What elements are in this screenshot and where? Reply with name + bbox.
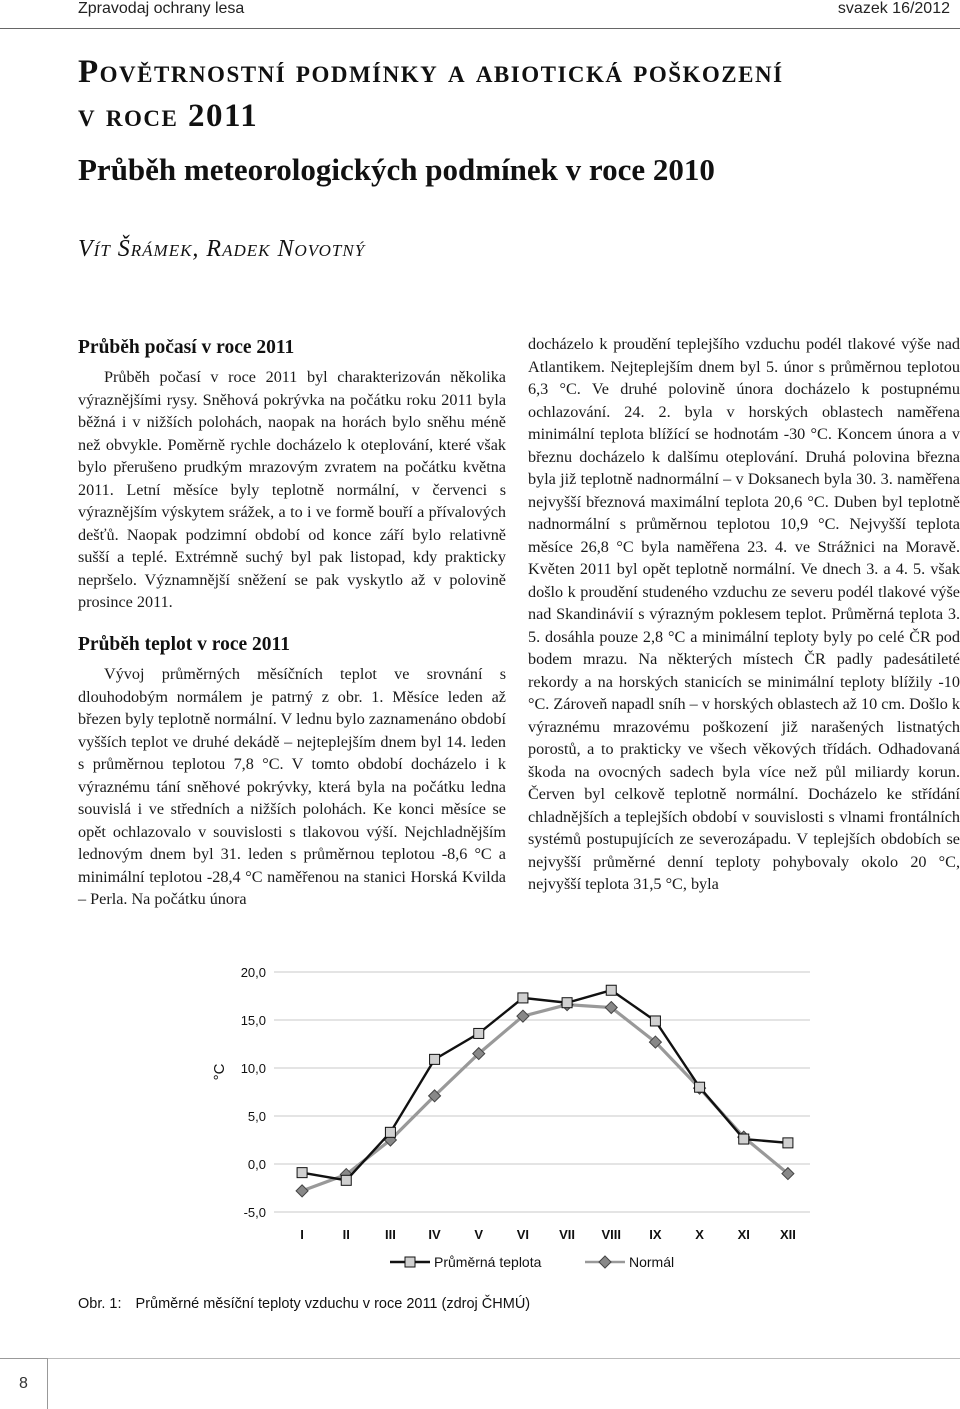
x-tick-label: II xyxy=(342,1227,350,1242)
series-line xyxy=(302,1005,788,1191)
x-tick-label: V xyxy=(474,1227,484,1242)
data-point xyxy=(296,1185,308,1197)
x-tick-label: I xyxy=(300,1227,304,1242)
data-point xyxy=(695,1082,705,1092)
x-tick-label: VI xyxy=(516,1227,530,1242)
x-tick-label: IX xyxy=(649,1227,662,1242)
y-tick-label: -5,0 xyxy=(243,1205,266,1220)
legend-marker xyxy=(599,1256,611,1268)
data-point xyxy=(562,998,572,1008)
legend-marker xyxy=(405,1257,415,1267)
data-point xyxy=(650,1016,660,1026)
data-point xyxy=(474,1028,484,1038)
data-point xyxy=(341,1175,351,1185)
x-tick-label: VIII xyxy=(601,1227,622,1242)
data-point xyxy=(297,1168,307,1178)
right-column xyxy=(528,333,960,896)
paragraph: Průběh počasí v roce 2011 byl charakterizován několika výraznějšími rysy. Sněhová pokrývka na počátku roku 2011 byla běžná i v nižších polohách, naopak na horách bylo sněhu méně než obvykle. Poměrně rychle docházelo k oteplování, které však bylo přerušeno prudkým mrazovým zvratem na počátku května 2011. Letní měsíce byly teplotně normální, v červenci s výraznějším výskytem srážek, a to i ve formě bouří a přívalových dešťů. Naopak podzimní období od konce září bylo relativně sušší a teplé. Extrémně suchý byl pak listopad, kdy prakticky nepršelo. Významnější sněžení se pak vyskytlo až v polovině prosince 2011. xyxy=(78,368,506,611)
y-tick-label: 5,0 xyxy=(247,1109,266,1124)
data-point xyxy=(518,993,528,1003)
caption-label: Obr. 1: xyxy=(78,1296,122,1312)
x-tick-label: XII xyxy=(779,1227,796,1242)
legend-label: Normál xyxy=(629,1254,675,1270)
page-number: 8 xyxy=(0,1358,48,1409)
data-point xyxy=(739,1134,749,1144)
running-header-right: svazek 16/2012 xyxy=(837,0,950,17)
section-body-temperature xyxy=(78,663,506,911)
chart-svg xyxy=(180,955,820,1275)
y-tick-label: 15,0 xyxy=(240,1013,266,1028)
section-heading-weather: Průběh počasí v roce 2011 xyxy=(78,337,295,358)
caption-text: Průměrné měsíční teploty vzduchu v roce 2011 (zdroj ČHMÚ) xyxy=(135,1296,531,1312)
y-tick-label: 20,0 xyxy=(240,965,266,980)
authors: Vít Šrámek, Radek Novotný xyxy=(78,236,366,262)
x-tick-label: XI xyxy=(737,1227,750,1242)
header-rule xyxy=(0,28,960,29)
x-tick-label: VII xyxy=(559,1227,576,1242)
x-tick-label: III xyxy=(384,1227,396,1242)
y-axis-title: °C xyxy=(211,1063,228,1081)
x-tick-label: IV xyxy=(428,1227,441,1242)
paragraph: docházelo k proudění teplejšího vzduchu podél tlakové výše nad Atlantikem. Nejteplejším dnem byl 5. únor s průměrnou teplotou 6,3 °C. Ve druhé polovině února docházelo k postupnému ochlazování. 24. 2. byla v horských oblastech naměřena minimální teplota blížící se hodnotám -30 °C. Koncem února a v březnu docházelo k dalšímu oteplování. Druhá polovina března byla již teplotně nadnormální – v Doksanech byla 30. 3. naměřena nejvyšší březnová maximální teplota 20,6 °C. Duben byl teplotně nadnormální s průměrnou teplotou 10,9 °C. Nejvyšší teplota měsíce 26,8 °C byla naměřena 23. 4. ve Strážnici na Moravě. Květen 2011 byl opět teplotně normální. Ve dnech 3. a 4. 5. však došlo k proudění studeného vzduchu ze severu podél tlakové výše nad Skandinávií s výrazným poklesem teplot. Průměrná teplota 3. 5. dosáhla pouze 2,8 °C a minimální teploty byly po celé ČR pod bodem mrazu. Na některých místech ČR padly padesátileté rekordy a na horských stanicích se minimální teploty blížily -10 °C. Zároveň napadl sníh – v horských oblastech až 10 cm. Došlo k výraznému mrazovému poškození již narašených listnatých porostů, a to prakticky ve všech věkových třídách. Odhadovaná škoda na ovocných sadech byla více než půl miliardy korun. Červen byl celkově teplotně normální. Docházelo ke střídání chladnějších a teplejších období v souvislosti s vlnami frontálních systémů postupujících ze severozápadu. V teplejších obdobích se nejvyšší průměrné denní teploty pohybovaly okolo 20 °C, nejvyšší teplota 31,5 °C, byla xyxy=(528,335,960,893)
section-body-weather xyxy=(78,366,506,614)
data-point xyxy=(783,1138,793,1148)
y-tick-label: 0,0 xyxy=(247,1157,266,1172)
figure-caption xyxy=(78,1296,530,1312)
article-subtitle: Průběh meteorologických podmínek v roce 2010 xyxy=(78,152,715,187)
paragraph: Vývoj průměrných měsíčních teplot ve srovnání s dlouhodobým normálem je patrný z obr. 1. Měsíce leden až březen byly teplotně normální. V lednu bylo zaznamenáno období vyšších teplot ve druhé dekádě – nejteplejším dnem byl 14. leden s průměrnou teplotou 7,8 °C. V tomto období docházelo i k výraznému tání sněhové pokrývky, která byla na počátku ledna souvislá i ve středních a nižších polohách. Ke konci měsíce se opět ochlazovalo v souvislosti s tlakovou výší. Nejchladnějším lednovým dnem byl 31. leden s průměrnou teplotou -8,6 °C a minimální teplotou -28,4 °C naměřenou na stanici Horská Kvilda – Perla. Na počátku února xyxy=(78,665,506,908)
section-heading-temperature: Průběh teplot v roce 2011 xyxy=(78,634,290,655)
data-point xyxy=(606,985,616,995)
running-header-left: Zpravodaj ochrany lesa xyxy=(78,0,245,17)
article-title: Povětrnostní podmínky a abiotická poškození v roce 2011 xyxy=(78,54,784,134)
bottom-rule xyxy=(48,1358,960,1359)
data-point xyxy=(385,1127,395,1137)
temperature-chart xyxy=(180,955,820,1275)
x-tick-label: X xyxy=(695,1227,704,1242)
legend-label: Průměrná teplota xyxy=(434,1254,542,1270)
data-point xyxy=(430,1054,440,1064)
y-tick-label: 10,0 xyxy=(240,1061,266,1076)
